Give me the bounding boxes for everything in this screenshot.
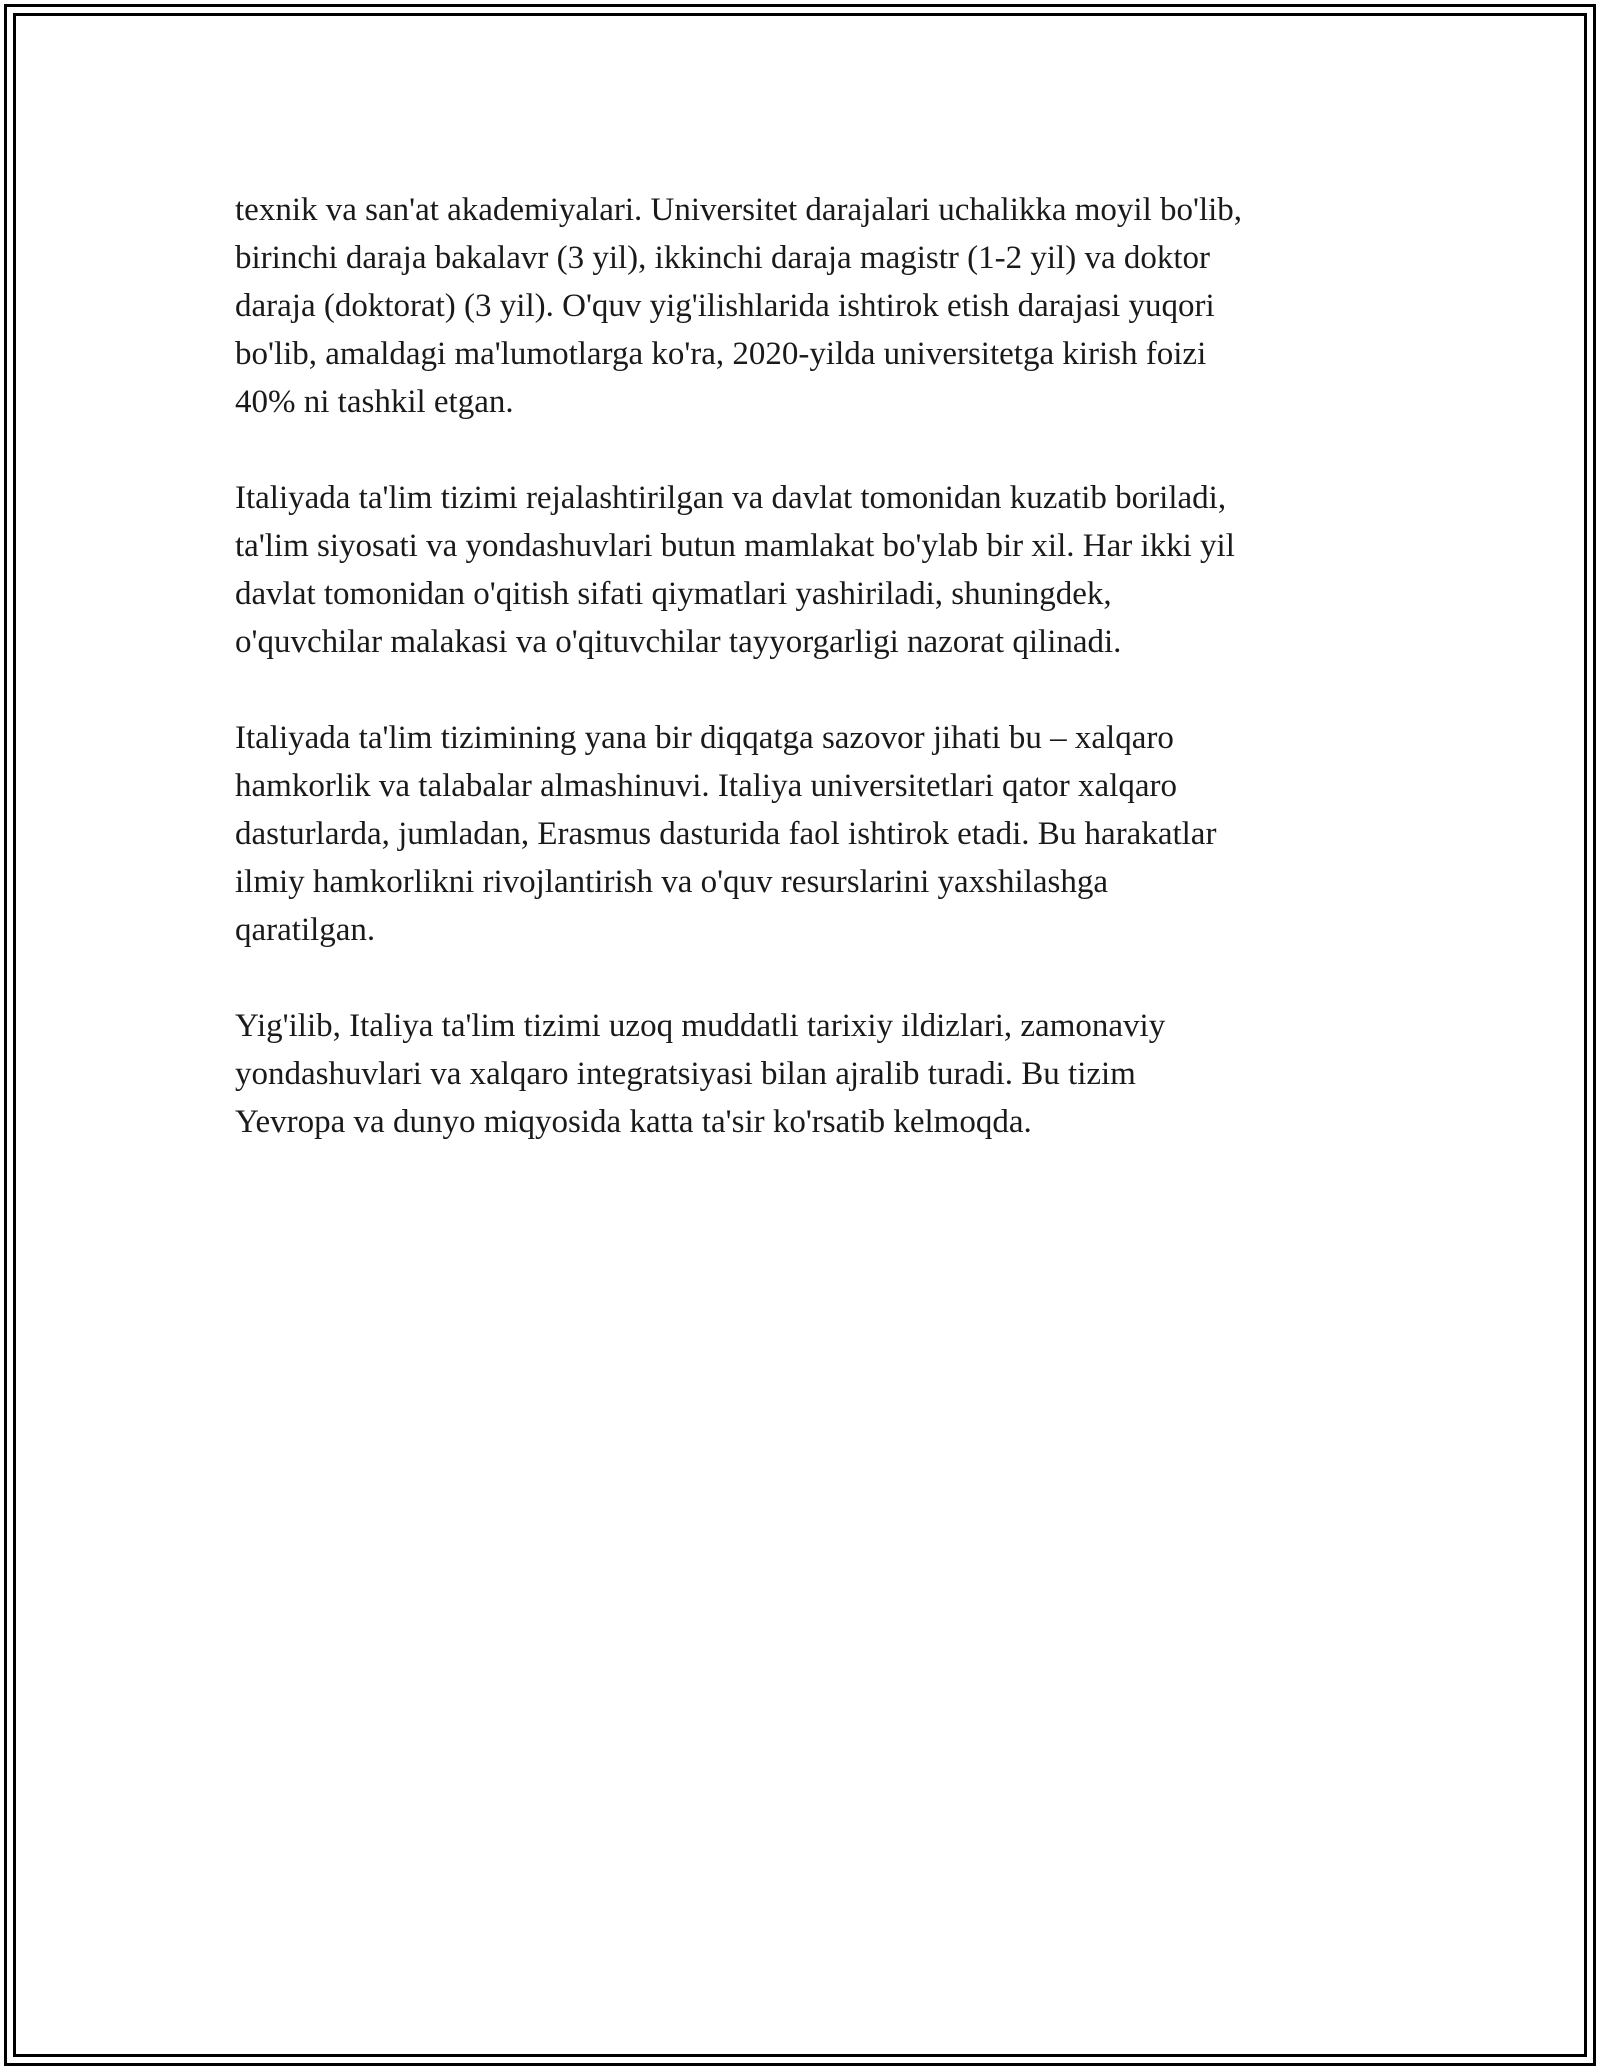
text-line: qaratilgan.: [235, 912, 376, 948]
text-line: dasturlarda, jumladan, Erasmus dasturida faol ishtirok etadi. Bu harakatlar: [235, 816, 1217, 852]
text-line: davlat tomonidan o'qitish sifati qiymatlari yashiriladi, shuningdek,: [235, 576, 1112, 612]
document-body: [235, 186, 1355, 1194]
text-line: Italiyada ta'lim tizimining yana bir diqqatga sazovor jihati bu – xalqaro: [235, 720, 1174, 756]
text-line: yondashuvlari va xalqaro integratsiyasi bilan ajralib turadi. Bu tizim: [235, 1056, 1136, 1092]
text-line: Yevropa va dunyo miqyosida katta ta'sir ko'rsatib kelmoqda.: [235, 1104, 1032, 1140]
paragraph-1: [235, 186, 1355, 426]
text-line: ta'lim siyosati va yondashuvlari butun mamlakat bo'ylab bir xil. Har ikki yil: [235, 528, 1235, 564]
text-line: o'quvchilar malakasi va o'qituvchilar tayyorgarligi nazorat qilinadi.: [235, 624, 1122, 660]
text-line: ilmiy hamkorlikni rivojlantirish va o'quv resurslarini yaxshilashga: [235, 864, 1108, 900]
paragraph-3: [235, 714, 1355, 954]
text-line: bo'lib, amaldagi ma'lumotlarga ko'ra, 2020-yilda universitetga kirish foizi: [235, 336, 1207, 372]
text-line: daraja (doktorat) (3 yil). O'quv yig'ilishlarida ishtirok etish darajasi yuqori: [235, 288, 1215, 324]
paragraph-2: [235, 474, 1355, 666]
text-line: birinchi daraja bakalavr (3 yil), ikkinchi daraja magistr (1-2 yil) va doktor: [235, 240, 1210, 276]
text-line: Italiyada ta'lim tizimi rejalashtirilgan va davlat tomonidan kuzatib boriladi,: [235, 480, 1227, 516]
text-line: 40% ni tashkil etgan.: [235, 384, 514, 420]
text-line: Yig'ilib, Italiya ta'lim tizimi uzoq muddatli tarixiy ildizlari, zamonaviy: [235, 1008, 1166, 1044]
text-line: texnik va san'at akademiyalari. Universitet darajalari uchalikka moyil bo'lib,: [235, 192, 1243, 228]
paragraph-4: [235, 1002, 1355, 1146]
text-line: hamkorlik va talabalar almashinuvi. Italiya universitetlari qator xalqaro: [235, 768, 1177, 804]
